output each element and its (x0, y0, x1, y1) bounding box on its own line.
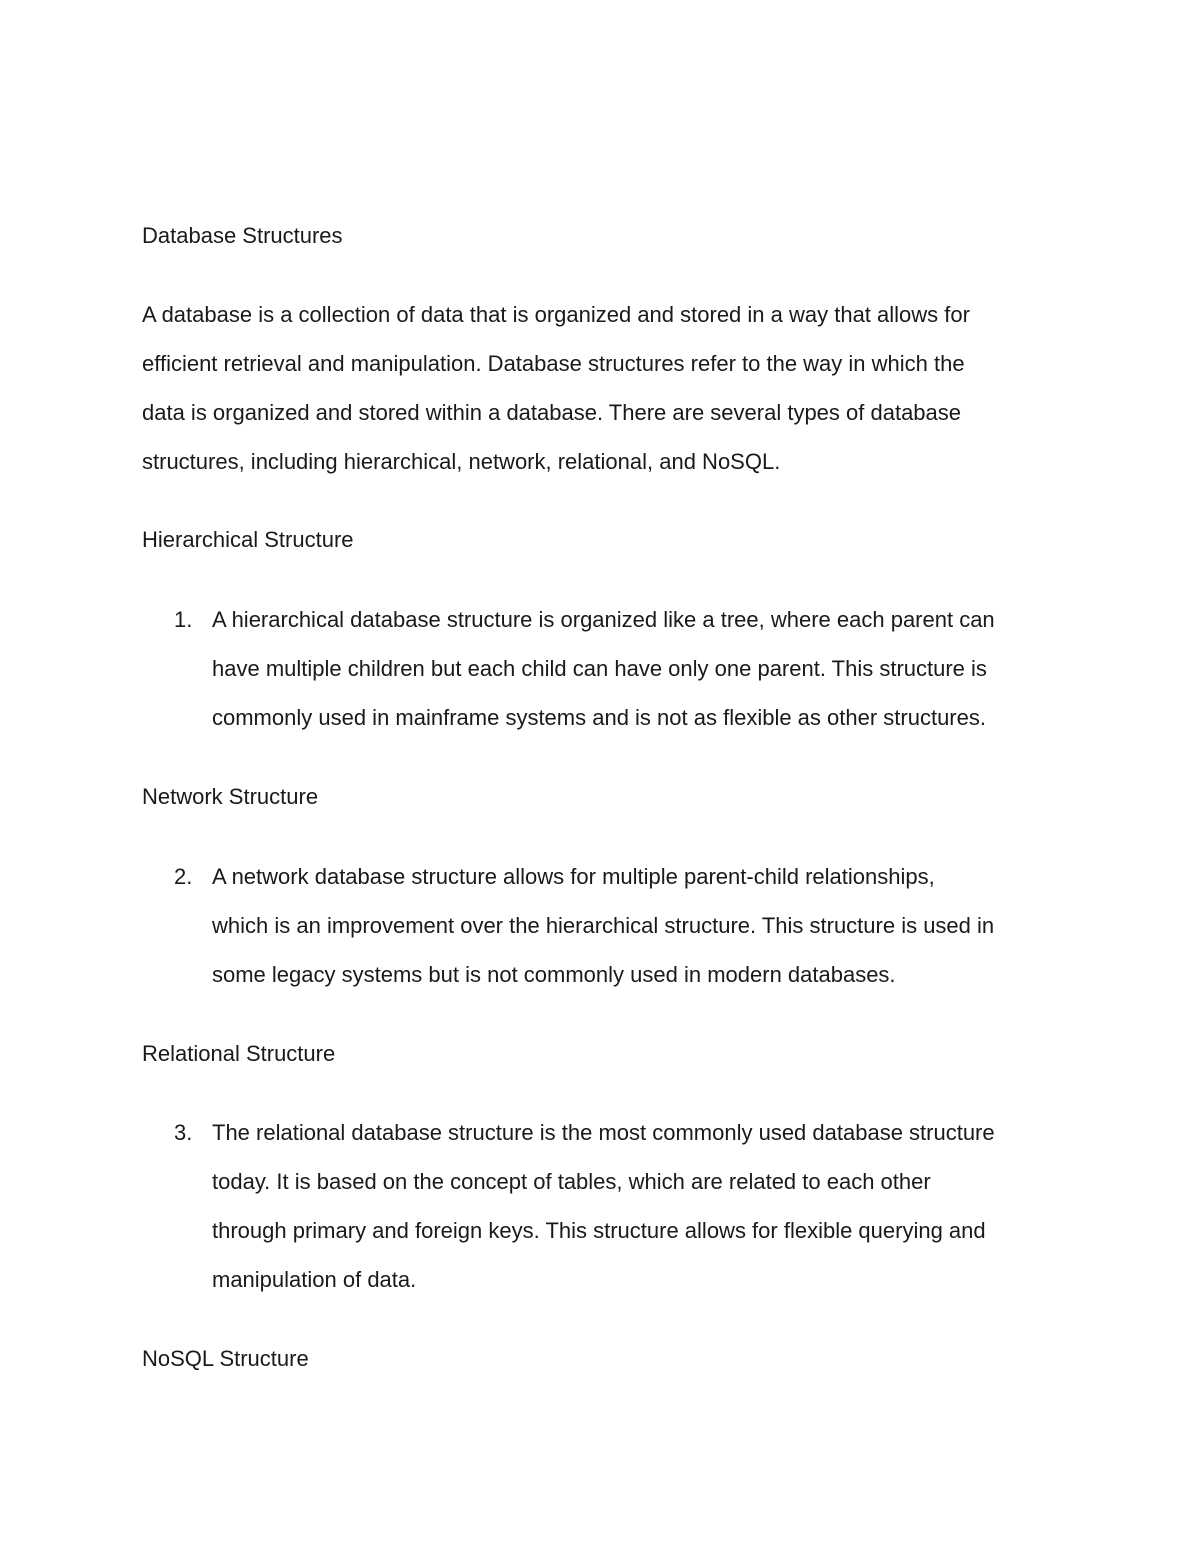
section-heading-nosql: NoSQL Structure (142, 1346, 309, 1371)
list-item-line: have multiple children but each child can have only one parent. This structure is (212, 656, 987, 681)
intro-line: structures, including hierarchical, network, relational, and NoSQL. (142, 449, 781, 474)
list-number: 3. (174, 1120, 193, 1145)
list-item-body (212, 595, 1072, 742)
section-heading-network: Network Structure (142, 784, 319, 809)
list-item-line: The relational database structure is the most commonly used database structure (212, 1120, 995, 1145)
list-item-body (212, 852, 1072, 999)
list-number: 2. (174, 864, 193, 889)
list-item-line: commonly used in mainframe systems and is not as flexible as other structures. (212, 705, 986, 730)
list-item-line: A hierarchical database structure is organized like a tree, where each parent can (212, 607, 995, 632)
section-heading-hierarchical: Hierarchical Structure (142, 527, 354, 552)
list-item-line: manipulation of data. (212, 1267, 417, 1292)
document-title: Database Structures (142, 223, 343, 248)
list-item-line: A network database structure allows for multiple parent-child relationships, (212, 864, 935, 889)
section-heading-relational: Relational Structure (142, 1041, 336, 1066)
intro-line: efficient retrieval and manipulation. Database structures refer to the way in which the (142, 351, 965, 376)
list-item-line: through primary and foreign keys. This structure allows for flexible querying and (212, 1218, 986, 1243)
intro-line: data is organized and stored within a database. There are several types of database (142, 400, 962, 425)
list-item-line: today. It is based on the concept of tables, which are related to each other (212, 1169, 931, 1194)
intro-paragraph (142, 290, 1062, 486)
list-number: 1. (174, 607, 193, 632)
list-item-line: some legacy systems but is not commonly used in modern databases. (212, 962, 896, 987)
list-item-body (212, 1108, 1072, 1304)
intro-line: A database is a collection of data that is organized and stored in a way that allows for (142, 302, 970, 327)
list-item-line: which is an improvement over the hierarchical structure. This structure is used in (212, 913, 995, 938)
